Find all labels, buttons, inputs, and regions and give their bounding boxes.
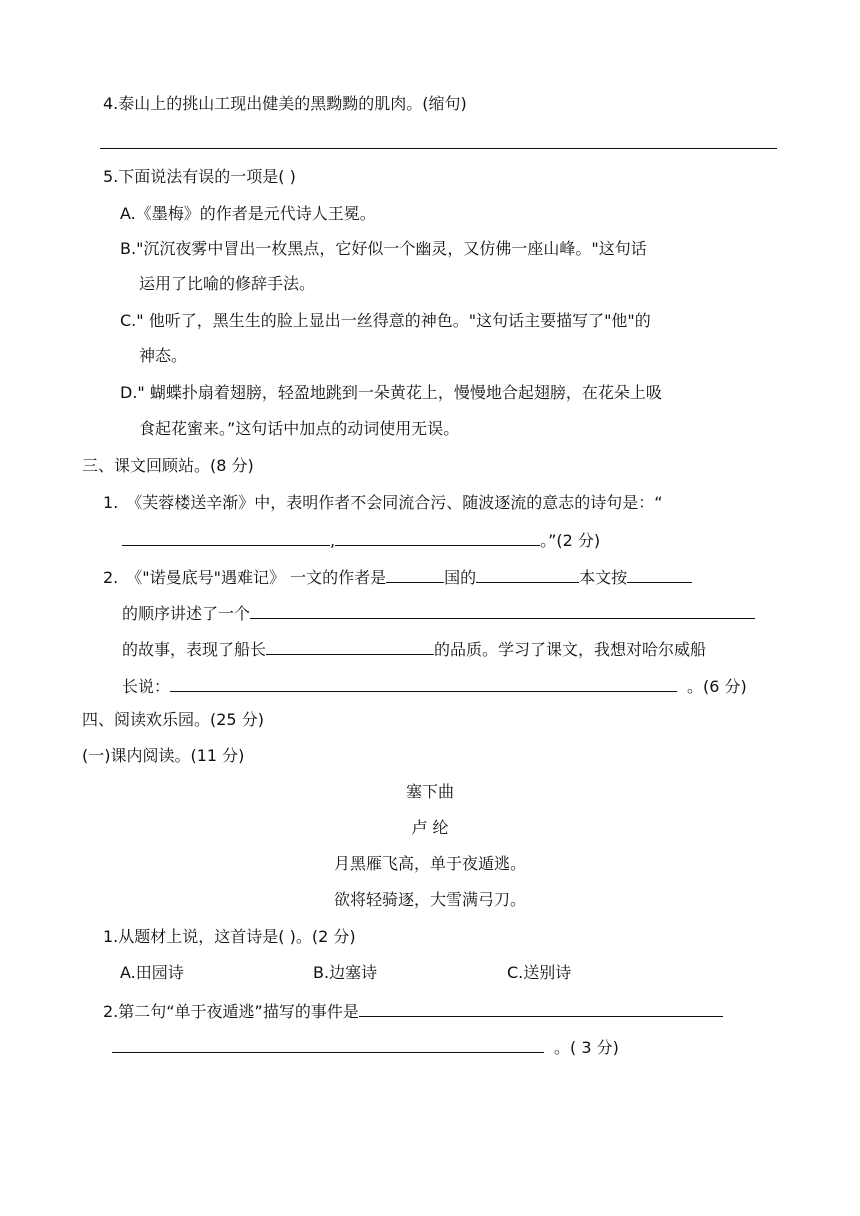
s3-q2-text-b: 国的 <box>444 568 477 587</box>
option-a[interactable]: A.《墨梅》的作者是元代诗人王冕。 <box>120 204 376 223</box>
blank-order[interactable] <box>627 564 692 583</box>
reading-q1-option-b[interactable]: B.边塞诗 <box>313 963 378 982</box>
s3-q1-line2 <box>122 527 600 549</box>
s3-q2-number: 2. <box>103 568 119 587</box>
reading-q2-end: 。( 3 分) <box>554 1038 619 1057</box>
option-c-line1[interactable]: C." 他听了，黑生生的脸上显出一丝得意的神色。"这句话主要描写了"他"的 <box>120 311 651 330</box>
blank-quality[interactable] <box>266 636 434 655</box>
s3-q2-line2 <box>122 600 755 622</box>
s3-q2-end: 。(6 分) <box>687 677 747 696</box>
reading-q2-text: 2.第二句“单于夜遁逃”描写的事件是 <box>103 1002 359 1021</box>
section-4-sub: (一)课内阅读。(11 分) <box>82 746 245 765</box>
blank-event-2[interactable] <box>112 1034 544 1053</box>
option-c-line2: 神态。 <box>139 346 188 365</box>
s3-q2-text-c: 本文按 <box>579 568 628 587</box>
s3-q1-line1 <box>103 492 663 514</box>
blank-poem-line-2[interactable] <box>335 527 540 546</box>
poem-title: 塞下曲 <box>405 782 454 801</box>
reading-q1-option-a[interactable]: A.田园诗 <box>120 963 184 982</box>
question-5-stem: 5.下面说法有误的一项是( ) <box>103 167 296 186</box>
poem-line-1: 月黑雁飞高，单于夜遁逃。 <box>333 854 526 873</box>
option-b-line1[interactable]: B."沉沉夜雾中冒出一枚黑点，它好似一个幽灵，又仿佛一座山峰。"这句话 <box>120 239 647 258</box>
s3-q1-text: 《芙蓉楼送辛渐》中，表明作者不会同流合污、随波逐流的意志的诗句是：“ <box>126 493 663 512</box>
option-b-line2: 运用了比喻的修辞手法。 <box>139 274 316 293</box>
s3-q1-number: 1. <box>103 493 119 512</box>
s3-q2-line1 <box>103 564 692 586</box>
option-d-line2: 食起花蜜来。”这句话中加点的动词使用无误。 <box>139 419 460 438</box>
poem-author: 卢 纶 <box>411 818 449 837</box>
s3-q2-line4 <box>122 673 747 695</box>
s3-q2-line3 <box>122 636 706 658</box>
s3-q2-text-e: 的故事，表现了船长 <box>122 640 267 659</box>
s3-q2-text-f: 的品质。学习了课文，我想对哈尔威船 <box>434 640 707 659</box>
option-d-line1[interactable]: D." 蝴蝶扑扇着翅膀，轻盈地跳到一朵黄花上，慢慢地合起翅膀，在花朵上吸 <box>120 383 662 402</box>
poem-line-2: 欲将轻骑逐，大雪满弓刀。 <box>333 890 526 909</box>
blank-nationality[interactable] <box>476 564 579 583</box>
reading-q2-line2 <box>112 1034 619 1056</box>
blank-event-1[interactable] <box>359 998 723 1017</box>
reading-q1: 1.从题材上说，这首诗是( )。(2 分) <box>103 927 356 946</box>
reading-q2-line1 <box>103 998 723 1020</box>
reading-q1-option-c[interactable]: C.送别诗 <box>507 963 572 982</box>
s3-q2-text-a: 《"诺曼底号"遇难记》 一文的作者是 <box>126 568 387 587</box>
blank-message[interactable] <box>170 673 677 692</box>
blank-story[interactable] <box>250 600 755 619</box>
s3-q1-end: 。”(2 分) <box>540 531 601 550</box>
section-3-title: 三、课文回顾站。(8 分) <box>82 456 254 475</box>
section-4-title: 四、阅读欢乐园。(25 分) <box>82 710 264 729</box>
blank-poem-line-1[interactable] <box>122 527 330 546</box>
answer-line-q4[interactable] <box>100 148 777 149</box>
s3-q1-comma: , <box>330 531 336 550</box>
question-4: 4.泰山上的挑山工现出健美的黑黝黝的肌肉。(缩句) <box>103 94 467 113</box>
blank-author[interactable] <box>386 564 444 583</box>
s3-q2-text-d: 的顺序讲述了一个 <box>122 604 251 623</box>
s3-q2-text-g: 长说： <box>122 677 171 696</box>
